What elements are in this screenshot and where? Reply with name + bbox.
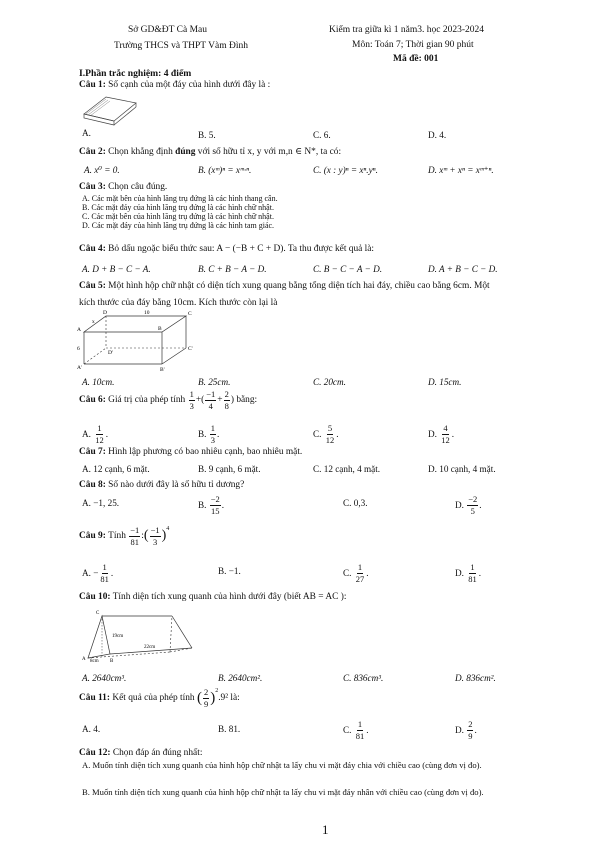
q5-option-c[interactable]: C. 20cm.	[313, 377, 346, 387]
q12-option-a[interactable]: A. Muốn tính diện tích xung quanh của hình hộp chữ nhật ta lấy chu vi mặt đáy chia với chiều cao (cùng đơn vị đo).	[82, 760, 482, 770]
question-5-line1: Câu 5: Một hình hộp chữ nhật có diện tích xung quang bằng tổng diện tích hai đáy, chiều cao bằng 6cm. Một	[79, 281, 490, 291]
fig-label-ap: A'	[77, 365, 82, 371]
q3-option-d[interactable]: D. Các mặt đáy của hình lăng trụ đứng là các hình tam giác.	[82, 221, 275, 230]
q2-option-d[interactable]: D. xᵐ + xⁿ = xᵐ⁺ⁿ.	[428, 165, 494, 175]
q10-option-b[interactable]: B. 2640cm².	[218, 673, 263, 683]
q10-option-c[interactable]: C. 836cm³.	[343, 673, 384, 683]
fig-label-b: B	[158, 326, 162, 332]
q3-option-a[interactable]: A. Các mặt bên của hình lăng trụ đứng là các hình thang cân.	[82, 194, 278, 203]
fig-label-c: C	[188, 311, 192, 317]
q5-option-d[interactable]: D. 15cm.	[428, 377, 462, 387]
q4-option-c[interactable]: C. B − C − A − D.	[313, 264, 383, 274]
q8-option-c[interactable]: C. 0,3.	[343, 498, 368, 508]
q3-option-b[interactable]: B. Các mặt đáy của hình lăng trụ đứng là các hình chữ nhật.	[82, 203, 274, 212]
fig-label-8cm: 8cm	[90, 659, 99, 664]
fig-label-c: C	[96, 611, 100, 616]
fig-label-19cm: 19cm	[112, 634, 124, 639]
q9-option-c[interactable]: C. $\frac{1}{27}$ .	[343, 562, 369, 584]
fig-label-bp: B'	[160, 367, 165, 373]
q1-option-a[interactable]: A.	[82, 128, 91, 138]
q7-option-d[interactable]: D. 10 cạnh, 4 mặt.	[428, 464, 496, 474]
exam-subject: Môn: Toán 7; Thời gian 90 phút	[352, 40, 474, 50]
question-10: Câu 10: Tính diện tích xung quanh của hình dưới đây (biết AB = AC ):	[79, 592, 347, 602]
q2-option-a[interactable]: A. x⁰ = 0.	[84, 165, 120, 175]
q1-option-b[interactable]: B. 5.	[198, 130, 216, 140]
q2-option-c[interactable]: C. (x : y)ⁿ = xⁿ.yⁿ.	[313, 165, 378, 175]
q11-option-c[interactable]: C. $\frac{1}{81}$ .	[343, 719, 369, 741]
q7-option-a[interactable]: A. 12 cạnh, 6 mặt.	[82, 464, 150, 474]
prism-figure	[80, 94, 140, 126]
q5-option-a[interactable]: A. 10cm.	[82, 377, 115, 387]
fig-label-cp: C'	[188, 346, 193, 352]
exam-code: Mã đề: 001	[393, 54, 439, 64]
q12-option-b[interactable]: B. Muốn tính diện tích xung quanh của hình hộp chữ nhật ta lấy chu vi mặt đáy nhân với chiều cao (cùng đơn vị đo).	[82, 787, 484, 797]
page-number: 1	[322, 822, 329, 837]
question-7: Câu 7: Hình lập phương có bao nhiêu cạnh, bao nhiêu mặt.	[79, 447, 303, 457]
q2-option-b[interactable]: B. (xᵐ)ⁿ = xᵐ·ⁿ.	[198, 165, 252, 175]
question-11: Câu 11: Kết quả của phép tính ( $\frac{2}{9}$ ) $^2$ .9² là:	[79, 687, 240, 709]
q4-option-a[interactable]: A. D + B − C − A.	[82, 264, 151, 274]
q9-option-d[interactable]: D. $\frac{1}{81}$ .	[455, 562, 482, 584]
q10-option-a[interactable]: A. 2640cm³.	[82, 673, 127, 683]
q4-option-b[interactable]: B. C + B − A − D.	[198, 264, 267, 274]
triangular-prism-figure	[80, 610, 200, 665]
q11-option-a[interactable]: A. 4.	[82, 724, 101, 734]
section-title: I.Phần trắc nghiệm: 4 điểm	[79, 68, 192, 79]
question-5-line2: kích thước của đáy bằng 10cm. Kích thước còn lại là	[79, 298, 278, 308]
exam-title: Kiểm tra giữa kì 1 năm3. học 2023-2024	[329, 25, 485, 35]
dept-name: Sở GD&ĐT Cà Mau	[128, 25, 208, 35]
question-9: Câu 9: Tính $\frac{-1}{81}$ : ( $\frac{-1}{3}$ ) $^4$	[79, 525, 170, 547]
q4-option-d[interactable]: D. A + B − C − D.	[428, 264, 498, 274]
fig-label-d: D	[103, 310, 107, 316]
school-name: Trường THCS và THPT Vàm Đình	[114, 41, 248, 51]
question-4: Câu 4: Bỏ dấu ngoặc biểu thức sau: A − (−B + C + D). Ta thu được kết quả là:	[79, 244, 375, 254]
q3-option-c[interactable]: C. Các mặt bên của hình lăng trụ đứng là các hình chữ nhật.	[82, 212, 274, 221]
q8-option-b[interactable]: B. $\frac{-2}{15}$ .	[198, 494, 225, 516]
q6-option-c[interactable]: C. $\frac{5}{12}$ .	[313, 423, 339, 445]
fig-label-a: A	[77, 327, 81, 333]
q6-option-a[interactable]: A. $\frac{1}{12}$ .	[82, 423, 109, 445]
q5-option-b[interactable]: B. 25cm.	[198, 377, 231, 387]
question-1: Câu 1: Số cạnh của một đáy của hình dưới đây là :	[79, 80, 271, 90]
fig-label-22cm: 22cm	[144, 645, 156, 650]
q11-option-b[interactable]: B. 81.	[218, 724, 241, 734]
q9-option-b[interactable]: B. −1.	[218, 566, 241, 576]
question-2: Câu 2: Chọn khẳng định đúng với số hữu tỉ x, y với m,n ∈ N*, ta có:	[79, 147, 342, 157]
fig-label-b: B	[110, 659, 114, 664]
q11-option-d[interactable]: D. $\frac{2}{9}$ .	[455, 719, 477, 741]
fig-label-x: x	[92, 319, 95, 325]
q8-option-d[interactable]: D. $\frac{-2}{5}$ .	[455, 494, 482, 516]
question-6: Câu 6: Giá trị của phép tính $\frac{1}{3}$ +( $\frac{-1}{4}$ + $\frac{2}{8}$ ) bằng:	[79, 389, 258, 411]
fig-label-side: 6	[77, 346, 80, 352]
q1-option-d[interactable]: D. 4.	[428, 130, 447, 140]
question-12: Câu 12: Chọn đáp án đúng nhất:	[79, 748, 203, 758]
box-figure	[74, 310, 204, 372]
question-8: Câu 8: Số nào dưới đây là số hữu tỉ dương?	[79, 480, 245, 490]
q1-option-c[interactable]: C. 6.	[313, 130, 331, 140]
q7-option-b[interactable]: B. 9 cạnh, 6 mặt.	[198, 464, 261, 474]
question-3: Câu 3: Chọn câu đúng.	[79, 182, 168, 192]
q10-option-d[interactable]: D. 836cm².	[455, 673, 496, 683]
fig-label-top: 10	[144, 310, 150, 316]
q7-option-c[interactable]: C. 12 cạnh, 4 mặt.	[313, 464, 381, 474]
q8-option-a[interactable]: A. −1, 25.	[82, 498, 120, 508]
fig-label-dp: D'	[108, 350, 113, 356]
q6-option-d[interactable]: D. $\frac{4}{12}$ .	[428, 423, 455, 445]
fig-label-a: A	[82, 657, 86, 662]
q6-option-b[interactable]: B. $\frac{1}{3}$ .	[198, 423, 220, 445]
q9-option-a[interactable]: A. − $\frac{1}{81}$ .	[82, 562, 114, 584]
